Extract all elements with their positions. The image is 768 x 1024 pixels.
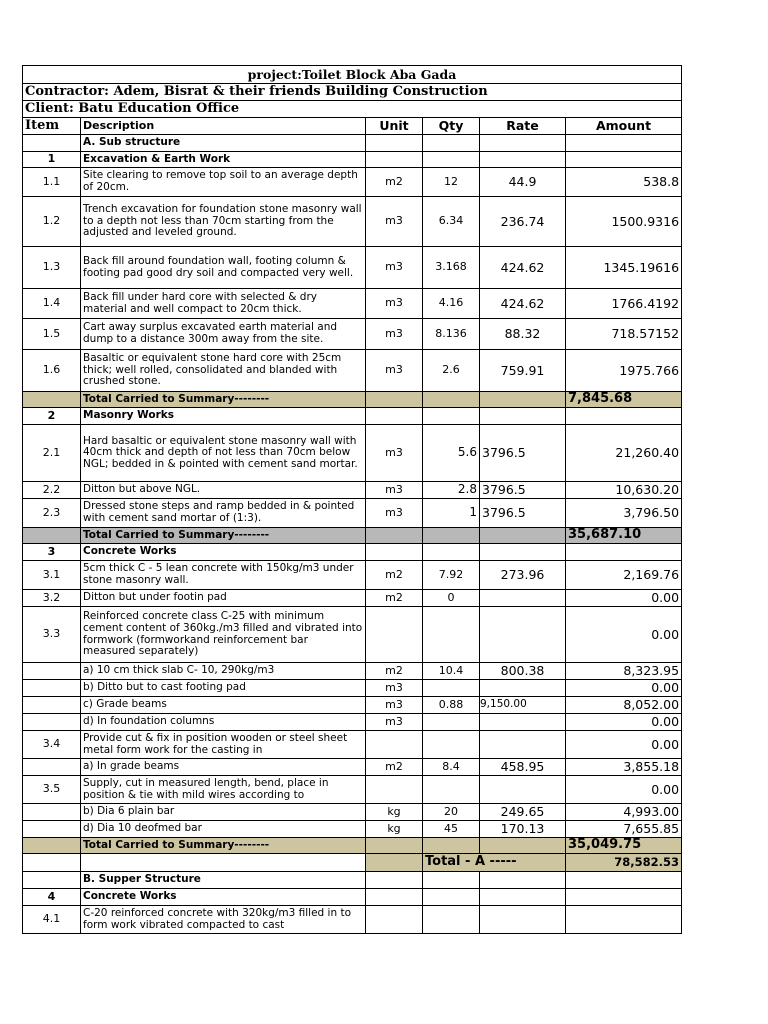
description-cell: b) Dia 6 plain bar <box>81 804 366 821</box>
item-cell: 1.4 <box>23 289 81 319</box>
unit-cell: m2 <box>366 168 423 197</box>
amount-cell: 718.57152 <box>566 319 682 350</box>
amount-cell: 0.00 <box>566 680 682 697</box>
table-row <box>23 319 682 350</box>
sub-item-row <box>23 680 682 697</box>
description-cell: Concrete Works <box>81 544 366 561</box>
rate-cell: 800.38 <box>480 663 566 680</box>
rate-cell <box>480 607 566 663</box>
rate-cell: 88.32 <box>480 319 566 350</box>
item-cell <box>23 135 81 152</box>
item-cell: 2.1 <box>23 425 81 482</box>
item-cell <box>23 838 81 854</box>
project-title-row <box>23 66 682 84</box>
item-cell: 2.2 <box>23 482 81 499</box>
subtotal-amount: 35,687.10 <box>566 528 682 544</box>
rate-cell: 236.74 <box>480 197 566 247</box>
description-cell: Back fill under hard core with selected & dry material and well compact to 20cm thick. <box>81 289 366 319</box>
unit-cell: kg <box>366 804 423 821</box>
unit-cell <box>366 392 423 408</box>
description-cell: Ditton but under footin pad <box>81 590 366 607</box>
description-cell: Back fill around foundation wall, footing column & footing pad good dry soil and compacted very well. <box>81 247 366 289</box>
description-cell: Site clearing to remove top soil to an average depth of 20cm. <box>81 168 366 197</box>
rate-cell: 9,150.00 <box>480 697 566 714</box>
table-row <box>23 499 682 528</box>
qty-cell: 8.4 <box>423 759 480 776</box>
subtotal-label: Total Carried to Summary-------- <box>81 392 366 408</box>
description-cell: d) Dia 10 deofmed bar <box>81 821 366 838</box>
sub-item-row <box>23 697 682 714</box>
item-cell: 2 <box>23 408 81 425</box>
rate-cell: 759.91 <box>480 350 566 392</box>
sub-item-row <box>23 663 682 680</box>
qty-cell: 6.34 <box>423 197 480 247</box>
unit-cell <box>366 731 423 759</box>
rate-cell <box>480 544 566 561</box>
description-cell: Supply, cut in measured length, bend, place in position & tie with mild wires according to <box>81 776 366 804</box>
qty-cell <box>423 544 480 561</box>
table-row <box>23 482 682 499</box>
client-row <box>23 101 682 118</box>
unit-cell <box>366 838 423 854</box>
description-cell: a) 10 cm thick slab C- 10, 290kg/m3 <box>81 663 366 680</box>
unit-cell: m3 <box>366 482 423 499</box>
qty-cell: 0.88 <box>423 697 480 714</box>
qty-cell: 2.6 <box>423 350 480 392</box>
qty-cell <box>423 838 480 854</box>
rate-cell: 170.13 <box>480 821 566 838</box>
qty-cell <box>423 392 480 408</box>
description-cell: Ditton but above NGL. <box>81 482 366 499</box>
subtotal-row <box>23 528 682 544</box>
rate-cell: 3796.5 <box>480 499 566 528</box>
qty-cell <box>423 408 480 425</box>
amount-cell: 0.00 <box>566 590 682 607</box>
section-heading-row <box>23 135 682 152</box>
amount-cell: 3,796.50 <box>566 499 682 528</box>
item-cell: 1 <box>23 152 81 168</box>
description-cell: A. Sub structure <box>81 135 366 152</box>
project-title: project:Toilet Block Aba Gada <box>23 66 682 84</box>
unit-cell <box>366 152 423 168</box>
description-cell: a) In grade beams <box>81 759 366 776</box>
table-row <box>23 197 682 247</box>
description-cell: Hard basaltic or equivalent stone masonry wall with 40cm thick and depth of not less than 70cm below NGL; bedded in & pointed with cement sand mortar. <box>81 425 366 482</box>
grand-total-amount: 78,582.53 <box>566 854 682 872</box>
amount-cell: 10,630.20 <box>566 482 682 499</box>
rate-cell: 424.62 <box>480 289 566 319</box>
qty-cell <box>423 872 480 889</box>
table-row <box>23 731 682 759</box>
unit-cell <box>366 906 423 934</box>
rate-cell: 273.96 <box>480 561 566 590</box>
amount-cell: 0.00 <box>566 776 682 804</box>
category-row <box>23 152 682 168</box>
description-cell: C-20 reinforced concrete with 320kg/m3 filled in to form work vibrated compacted to cast <box>81 906 366 934</box>
unit-cell: m3 <box>366 197 423 247</box>
unit-cell: m3 <box>366 319 423 350</box>
item-cell: 3.1 <box>23 561 81 590</box>
amount-cell: 3,855.18 <box>566 759 682 776</box>
item-cell: 4.1 <box>23 906 81 934</box>
unit-cell: m3 <box>366 425 423 482</box>
qty-cell <box>423 152 480 168</box>
qty-cell <box>423 731 480 759</box>
amount-cell: 8,052.00 <box>566 697 682 714</box>
category-row <box>23 408 682 425</box>
amount-cell: 8,323.95 <box>566 663 682 680</box>
table-row <box>23 168 682 197</box>
sub-item-row <box>23 759 682 776</box>
qty-cell: 3.168 <box>423 247 480 289</box>
amount-cell <box>566 135 682 152</box>
amount-cell: 4,993.00 <box>566 804 682 821</box>
col-header-rate: Rate <box>480 118 566 135</box>
unit-cell <box>366 889 423 906</box>
unit-cell <box>366 776 423 804</box>
table-row <box>23 289 682 319</box>
unit-cell: m3 <box>366 289 423 319</box>
table-row <box>23 247 682 289</box>
unit-cell: m3 <box>366 714 423 731</box>
col-header-description: Description <box>81 118 366 135</box>
amount-cell: 7,655.85 <box>566 821 682 838</box>
unit-cell <box>366 528 423 544</box>
description-cell: Cart away surplus excavated earth material and dump to a distance 300m away from the site. <box>81 319 366 350</box>
amount-cell: 1345.19616 <box>566 247 682 289</box>
amount-cell <box>566 906 682 934</box>
description-cell: Provide cut & fix in position wooden or steel sheet metal form work for the casting in <box>81 731 366 759</box>
item-cell <box>23 697 81 714</box>
section-heading-row <box>23 872 682 889</box>
qty-cell <box>423 135 480 152</box>
item-cell: 4 <box>23 889 81 906</box>
description-cell: Excavation & Earth Work <box>81 152 366 168</box>
rate-cell <box>480 528 566 544</box>
amount-cell: 0.00 <box>566 731 682 759</box>
amount-cell <box>566 152 682 168</box>
item-cell <box>23 821 81 838</box>
qty-cell: 20 <box>423 804 480 821</box>
column-header-row <box>23 118 682 135</box>
qty-cell: 2.8 <box>423 482 480 499</box>
item-cell <box>23 714 81 731</box>
sub-item-row <box>23 804 682 821</box>
unit-cell: m3 <box>366 247 423 289</box>
unit-cell <box>366 408 423 425</box>
table-row <box>23 776 682 804</box>
qty-cell <box>423 714 480 731</box>
item-cell: 1.6 <box>23 350 81 392</box>
subtotal-row <box>23 392 682 408</box>
item-cell: 1.1 <box>23 168 81 197</box>
rate-cell <box>480 889 566 906</box>
amount-cell <box>566 872 682 889</box>
item-cell <box>23 854 81 872</box>
unit-cell <box>366 135 423 152</box>
unit-cell <box>366 607 423 663</box>
col-header-item: Item <box>23 118 81 135</box>
unit-cell: m2 <box>366 561 423 590</box>
qty-cell <box>423 906 480 934</box>
col-header-qty: Qty <box>423 118 480 135</box>
amount-cell: 1766.4192 <box>566 289 682 319</box>
category-row <box>23 544 682 561</box>
amount-cell: 1500.9316 <box>566 197 682 247</box>
qty-cell <box>423 528 480 544</box>
qty-cell: 45 <box>423 821 480 838</box>
item-cell <box>23 680 81 697</box>
item-cell: 3.4 <box>23 731 81 759</box>
qty-cell: 12 <box>423 168 480 197</box>
item-cell <box>23 759 81 776</box>
amount-cell: 0.00 <box>566 714 682 731</box>
rate-cell <box>480 680 566 697</box>
amount-cell <box>566 544 682 561</box>
description-cell: c) Grade beams <box>81 697 366 714</box>
unit-cell <box>366 872 423 889</box>
qty-cell <box>423 889 480 906</box>
unit-cell <box>366 544 423 561</box>
item-cell: 1.2 <box>23 197 81 247</box>
grand-total-label: Total - A ----- <box>423 854 566 872</box>
qty-cell: 5.6 <box>423 425 480 482</box>
unit-cell: m2 <box>366 590 423 607</box>
qty-cell: 1 <box>423 499 480 528</box>
subtotal-label: Total Carried to Summary-------- <box>81 528 366 544</box>
grand-total-row <box>23 854 682 872</box>
description-cell: d) In foundation columns <box>81 714 366 731</box>
description-cell: b) Ditto but to cast footing pad <box>81 680 366 697</box>
contractor-name: Contractor: Adem, Bisrat & their friends Building Construction <box>23 84 682 101</box>
item-cell <box>23 392 81 408</box>
rate-cell <box>480 135 566 152</box>
description-cell: Concrete Works <box>81 889 366 906</box>
category-row <box>23 889 682 906</box>
description-cell: Reinforced concrete class C-25 with minimum cement content of 360kg./m3 filled and vibrated into formwork (formworkand reinforcement bar measured separately) <box>81 607 366 663</box>
item-cell <box>23 872 81 889</box>
table-row <box>23 590 682 607</box>
item-cell: 1.3 <box>23 247 81 289</box>
col-header-unit: Unit <box>366 118 423 135</box>
contractor-row <box>23 84 682 101</box>
unit-cell: m3 <box>366 680 423 697</box>
rate-cell <box>480 408 566 425</box>
rate-cell: 458.95 <box>480 759 566 776</box>
subtotal-amount: 7,845.68 <box>566 392 682 408</box>
item-cell: 3 <box>23 544 81 561</box>
amount-cell: 2,169.76 <box>566 561 682 590</box>
qty-cell: 8.136 <box>423 319 480 350</box>
qty-cell <box>423 776 480 804</box>
description-cell: Masonry Works <box>81 408 366 425</box>
table-row <box>23 425 682 482</box>
unit-cell: m2 <box>366 663 423 680</box>
unit-cell <box>366 854 423 872</box>
description-cell: B. Supper Structure <box>81 872 366 889</box>
unit-cell: m3 <box>366 697 423 714</box>
description-cell: Basaltic or equivalent stone hard core with 25cm thick; well rolled, consolidated and blanded with crushed stone. <box>81 350 366 392</box>
rate-cell: 249.65 <box>480 804 566 821</box>
boq-table <box>22 65 682 934</box>
subtotal-amount: 35,049.75 <box>566 838 682 854</box>
sub-item-row <box>23 821 682 838</box>
rate-cell <box>480 906 566 934</box>
item-cell <box>23 663 81 680</box>
rate-cell <box>480 714 566 731</box>
rate-cell: 3796.5 <box>480 425 566 482</box>
qty-cell: 4.16 <box>423 289 480 319</box>
unit-cell: m3 <box>366 350 423 392</box>
subtotal-row <box>23 838 682 854</box>
rate-cell <box>480 731 566 759</box>
table-row <box>23 607 682 663</box>
item-cell: 3.5 <box>23 776 81 804</box>
amount-cell: 538.8 <box>566 168 682 197</box>
rate-cell <box>480 392 566 408</box>
item-cell: 2.3 <box>23 499 81 528</box>
item-cell <box>23 528 81 544</box>
qty-cell: 7.92 <box>423 561 480 590</box>
col-header-amount: Amount <box>566 118 682 135</box>
subtotal-label: Total Carried to Summary-------- <box>81 838 366 854</box>
rate-cell <box>480 776 566 804</box>
rate-cell <box>480 872 566 889</box>
description-cell: Dressed stone steps and ramp bedded in & pointed with cement sand mortar of (1:3). <box>81 499 366 528</box>
item-cell: 3.3 <box>23 607 81 663</box>
table-row <box>23 350 682 392</box>
item-cell <box>23 804 81 821</box>
table-row <box>23 561 682 590</box>
qty-cell <box>423 607 480 663</box>
sub-item-row <box>23 714 682 731</box>
item-cell: 3.2 <box>23 590 81 607</box>
amount-cell: 0.00 <box>566 607 682 663</box>
unit-cell: m3 <box>366 499 423 528</box>
client-name: Client: Batu Education Office <box>23 101 682 118</box>
rate-cell: 44.9 <box>480 168 566 197</box>
description-cell <box>81 854 366 872</box>
item-cell: 1.5 <box>23 319 81 350</box>
unit-cell: m2 <box>366 759 423 776</box>
qty-cell: 0 <box>423 590 480 607</box>
table-row <box>23 906 682 934</box>
rate-cell: 3796.5 <box>480 482 566 499</box>
rate-cell: 424.62 <box>480 247 566 289</box>
description-cell: 5cm thick C - 5 lean concrete with 150kg/m3 under stone masonry wall. <box>81 561 366 590</box>
description-cell: Trench excavation for foundation stone masonry wall to a depth not less than 70cm starting from the adjusted and leveled ground. <box>81 197 366 247</box>
qty-cell <box>423 680 480 697</box>
rate-cell <box>480 838 566 854</box>
unit-cell: kg <box>366 821 423 838</box>
amount-cell <box>566 408 682 425</box>
qty-cell: 10.4 <box>423 663 480 680</box>
amount-cell: 1975.766 <box>566 350 682 392</box>
amount-cell: 21,260.40 <box>566 425 682 482</box>
rate-cell <box>480 152 566 168</box>
amount-cell <box>566 889 682 906</box>
rate-cell <box>480 590 566 607</box>
